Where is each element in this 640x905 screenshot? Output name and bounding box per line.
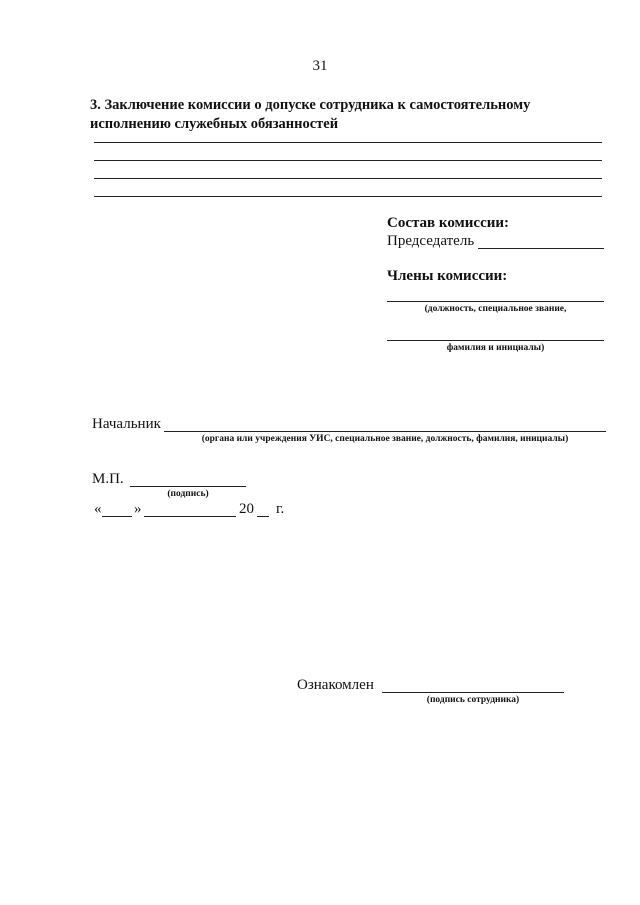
acknowledgement-label: Ознакомлен (297, 677, 374, 693)
date-year-prefix: 20 (239, 501, 254, 517)
section-heading (90, 96, 610, 134)
acknowledgement-caption: (подпись сотрудника) (426, 695, 520, 705)
conclusion-line-1[interactable] (94, 142, 602, 143)
date-day-line[interactable] (102, 516, 132, 517)
member-line-2[interactable] (387, 340, 604, 341)
chief-caption: (органа или учреждения УИС, специальное звание, должность, фамилия, инициалы) (201, 434, 569, 444)
date-year-line[interactable] (257, 516, 269, 517)
member-caption-2: фамилия и инициалы) (446, 343, 545, 353)
chairman-signature-line[interactable] (478, 248, 604, 249)
stamp-label: М.П. (92, 471, 124, 487)
commission-title: Состав комиссии: (387, 215, 510, 231)
stamp-signature-line[interactable] (130, 486, 246, 487)
chief-label: Начальник (92, 416, 161, 432)
chief-line[interactable] (164, 431, 606, 432)
chairman-label: Председатель (387, 233, 475, 249)
section-heading-line-1: 3. Заключение комиссии о допуске сотрудника к самостоятельному (90, 97, 531, 113)
date-close-quote: » (134, 501, 142, 517)
date-year-suffix: г. (276, 501, 285, 517)
page-number: 31 (312, 58, 328, 74)
conclusion-line-4[interactable] (94, 196, 602, 197)
conclusion-line-3[interactable] (94, 178, 602, 179)
conclusion-line-2[interactable] (94, 160, 602, 161)
stamp-signature-caption: (подпись) (167, 489, 209, 499)
date-open-quote: « (94, 501, 102, 517)
members-title: Члены комиссии: (387, 268, 508, 284)
date-month-line[interactable] (144, 516, 236, 517)
member-line-1[interactable] (387, 301, 604, 302)
acknowledgement-signature-line[interactable] (382, 692, 564, 693)
member-caption-1: (должность, специальное звание, (424, 304, 567, 314)
section-heading-line-2: исполнению служебных обязанностей (90, 116, 339, 132)
